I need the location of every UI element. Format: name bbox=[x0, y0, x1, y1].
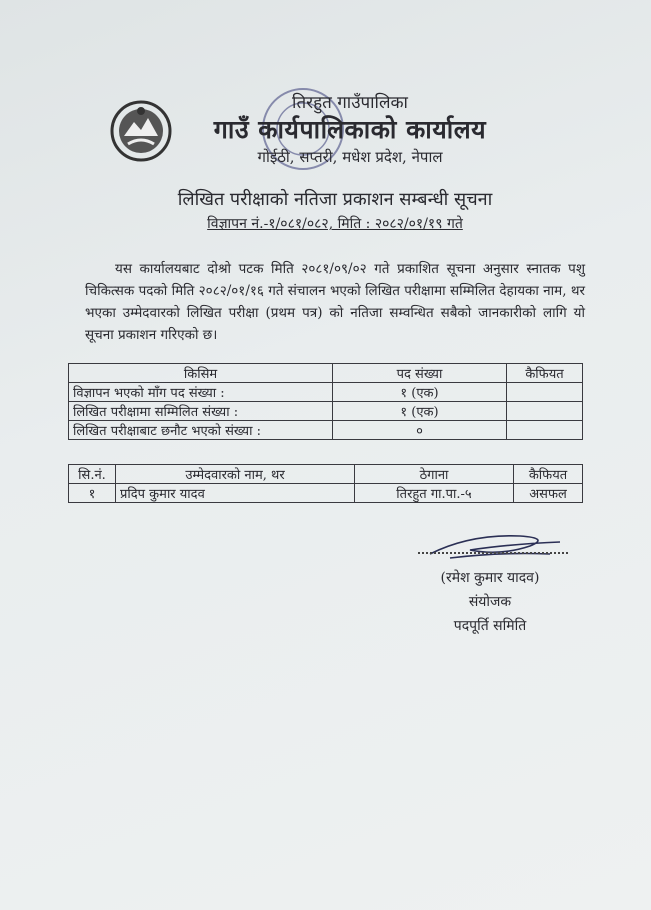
table-row: लिखित परीक्षामा सम्मिलित संख्या : १ (एक) bbox=[69, 402, 583, 421]
table-row: १ प्रदिप कुमार यादव तिरहुत गा.पा.-५ असफल bbox=[69, 484, 583, 503]
handwritten-signature bbox=[410, 524, 580, 564]
table-row: विज्ञापन भएको माँग पद संख्या : १ (एक) bbox=[69, 383, 583, 402]
col-header-address: ठेगाना bbox=[355, 465, 514, 484]
col-header-posts: पद संख्या bbox=[333, 364, 507, 383]
letterhead bbox=[160, 92, 540, 168]
signatory-role: संयोजक bbox=[468, 594, 512, 610]
notice-title: लिखित परीक्षाको नतिजा प्रकाशन सम्बन्धी सूचना bbox=[177, 189, 493, 210]
col-header-remarks: कैफियत bbox=[507, 364, 583, 383]
col-header-name: उम्मेदवारको नाम, थर bbox=[116, 465, 355, 484]
advertisement-reference: विज्ञापन नं.-१/०८१/०८२, मिति : २०८२/०१/१९ गते bbox=[207, 216, 463, 232]
office-address: गोईठी, सप्तरी, मधेश प्रदेश, नेपाल bbox=[257, 148, 443, 166]
notice-body: यस कार्यालयबाट दोश्रो पटक मिति २०८१/०९/०२ गते प्रकाशित सूचना अनुसार स्नातक पशु चिकित्सक पदको मिति २०८२/०१/१६ गते संचालन भएको लिखित परीक्षामा सम्मिलित देहायका नाम, थर भएका उम्मेदवारको लिखित परीक्षा (प्रथम पत्र) को नतिजा सम्वन्धित सबैको जानकारीको लागि यो सूचना प्रकाशन गरिएको छ। bbox=[85, 261, 585, 343]
table-row: लिखित परीक्षाबाट छनौट भएको संख्या : ० bbox=[69, 421, 583, 440]
signatory-committee: पदपूर्ति समिति bbox=[453, 618, 527, 634]
col-header-type: किसिम bbox=[69, 364, 333, 383]
result-table bbox=[68, 464, 583, 503]
office-name: गाउँ कार्यपालिकाको कार्यालय bbox=[213, 115, 487, 144]
municipality-name: तिरहुत गाउँपालिका bbox=[292, 93, 408, 113]
signatory-name: (रमेश कुमार यादव) bbox=[440, 570, 540, 586]
signature-line bbox=[418, 552, 568, 554]
col-header-serial: सि.नं. bbox=[69, 465, 116, 484]
summary-table bbox=[68, 363, 583, 440]
col-header-remarks: कैफियत bbox=[514, 465, 583, 484]
signatory-block bbox=[400, 566, 580, 638]
